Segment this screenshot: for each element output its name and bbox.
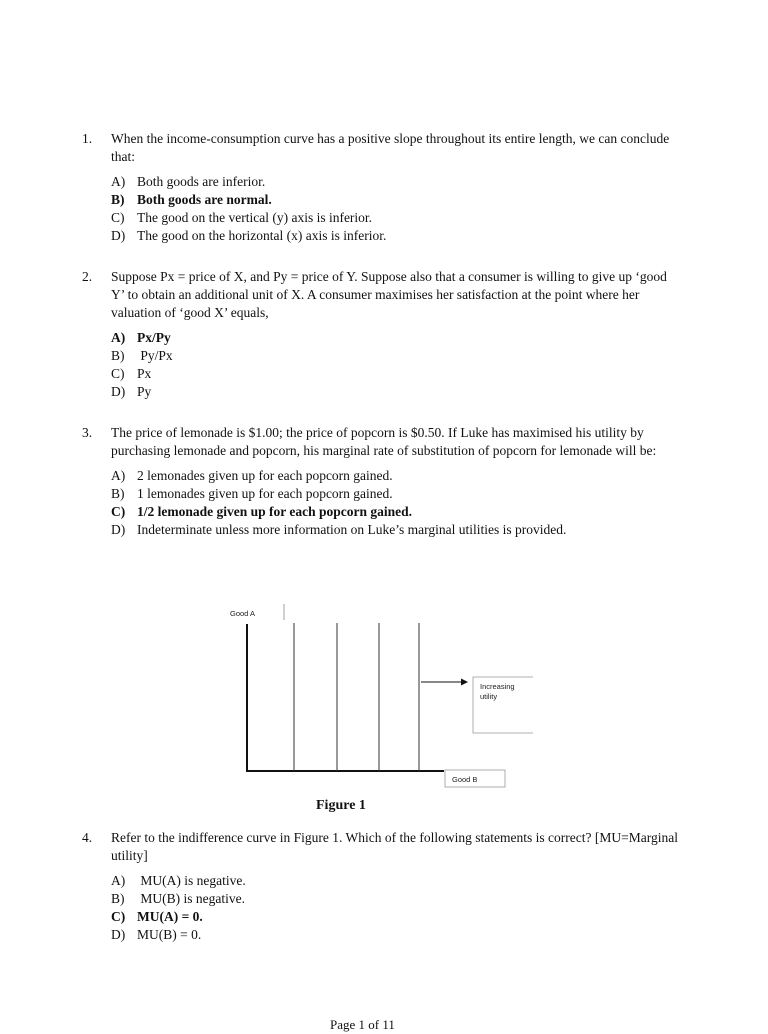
option-text: The good on the horizontal (x) axis is inferior.: [137, 228, 387, 243]
arrow-label-line-1: Increasing: [480, 682, 515, 691]
option-letter: B): [111, 192, 125, 207]
option-text: Px: [137, 366, 152, 381]
option-text: The good on the vertical (y) axis is inferior.: [137, 210, 373, 225]
question-number: 2.: [82, 269, 93, 284]
option-c-correct: [111, 908, 682, 926]
question-4: [82, 829, 682, 944]
option-b: [111, 485, 682, 503]
option-text: 2 lemonades given up for each popcorn gained.: [137, 468, 393, 483]
option-text: MU(A) is negative.: [137, 873, 246, 888]
option-letter: A): [111, 873, 126, 888]
option-letter: B): [111, 486, 125, 501]
option-d: [111, 521, 682, 539]
option-text: 1 lemonades given up for each popcorn gained.: [137, 486, 393, 501]
option-list: [111, 329, 682, 401]
question-number: 1.: [82, 131, 93, 146]
option-d: [111, 227, 682, 245]
option-a: [111, 173, 682, 191]
option-text: 1/2 lemonade given up for each popcorn gained.: [137, 504, 413, 519]
option-letter: D): [111, 228, 126, 243]
option-d: [111, 926, 682, 944]
option-c: [111, 209, 682, 227]
question-2: [82, 268, 682, 401]
option-a: [111, 872, 682, 890]
option-letter: C): [111, 909, 126, 924]
option-list: [111, 467, 682, 539]
arrow-label-line-2: utility: [480, 692, 498, 701]
option-text: Both goods are inferior.: [137, 174, 266, 189]
question-number: 3.: [82, 425, 93, 440]
question-text: Suppose Px = price of X, and Py = price of Y. Suppose also that a consumer is willing to give up ‘good Y’ to obtain an additional unit of X. A consumer maximises her satisfaction at the point where her valuation of ‘good X’ equals,: [111, 269, 667, 320]
option-text: Py: [137, 384, 152, 399]
option-letter: A): [111, 468, 126, 483]
option-list: [111, 872, 682, 944]
option-text: Both goods are normal.: [137, 192, 272, 207]
x-label-box: [445, 770, 505, 787]
option-d: [111, 383, 682, 401]
option-a: [111, 467, 682, 485]
option-b-correct: [111, 191, 682, 209]
option-b: [111, 347, 682, 365]
option-letter: B): [111, 348, 125, 363]
option-text: MU(B) is negative.: [137, 891, 245, 906]
option-text: MU(B) = 0.: [137, 927, 202, 942]
question-1: [82, 130, 682, 245]
option-text: MU(A) = 0.: [137, 909, 203, 924]
option-letter: A): [111, 174, 126, 189]
option-b: [111, 890, 682, 908]
option-list: [111, 173, 682, 245]
question-number: 4.: [82, 830, 93, 845]
option-c: [111, 365, 682, 383]
figure-caption: Figure 1: [316, 798, 366, 813]
question-text: The price of lemonade is $1.00; the price of popcorn is $0.50. If Luke has maximised his utility by purchasing lemonade and popcorn, his marginal rate of substitution of popcorn for lemonade will be:: [111, 425, 657, 458]
option-text: Indeterminate unless more information on Luke’s marginal utilities is provided.: [137, 522, 567, 537]
option-letter: A): [111, 330, 126, 345]
question-text: When the income-consumption curve has a positive slope throughout its entire length, we can conclude that:: [111, 131, 670, 164]
increasing-utility-box: [473, 677, 533, 733]
option-c-correct: [111, 503, 682, 521]
option-letter: C): [111, 210, 125, 225]
option-a-correct: [111, 329, 682, 347]
option-letter: D): [111, 384, 126, 399]
option-letter: D): [111, 522, 126, 537]
option-letter: C): [111, 504, 126, 519]
arrow-head-icon: [461, 679, 468, 686]
question-3: [82, 424, 682, 539]
option-letter: B): [111, 891, 125, 906]
page-footer: Page 1 of 11: [330, 1017, 395, 1032]
option-text: Py/Px: [137, 348, 173, 363]
question-text: Refer to the indifference curve in Figure 1. Which of the following statements is correct? [MU=Marginal utility]: [111, 830, 678, 863]
x-axis-label: Good B: [452, 775, 478, 784]
option-text: Px/Py: [137, 330, 171, 345]
option-letter: C): [111, 366, 125, 381]
y-axis-label: Good A: [230, 609, 256, 618]
option-letter: D): [111, 927, 126, 942]
